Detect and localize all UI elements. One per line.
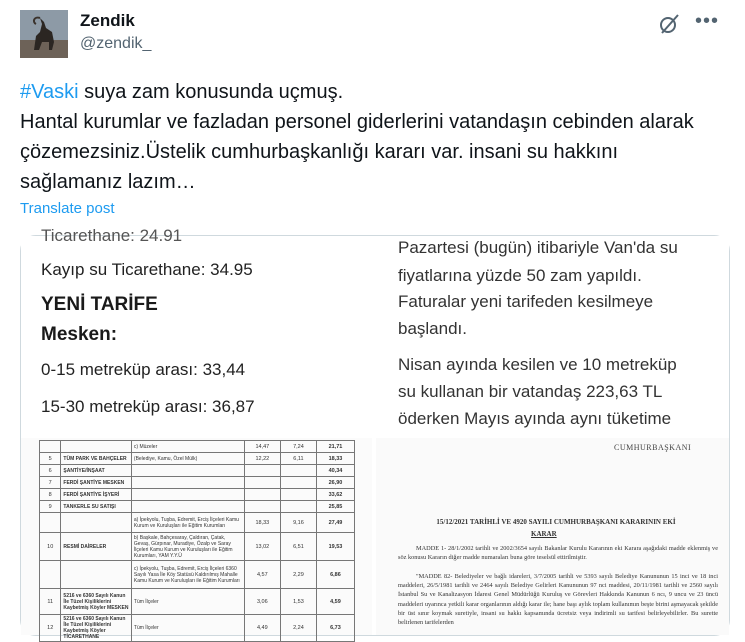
news-line: fiyatlarına yüzde 50 zam yapıldı. [398, 266, 642, 285]
table-cell-v3: 18,33 [316, 453, 354, 465]
table-row [40, 477, 355, 489]
table-cell-desc [131, 465, 244, 477]
table-cell-name: 5216 ve 6360 Sayılı Kanun İle Tüzel Kişiliklerini Kaybetmiş Köyler MESKEN [61, 589, 131, 615]
table-cell-name: FERDİ ŞANTİYE MESKEN [61, 477, 131, 489]
table-cell-v2: 2,29 [280, 561, 316, 589]
table-cell-v1 [244, 465, 280, 477]
table-cell-no: 7 [40, 477, 61, 489]
table-cell-name: ŞANTİYE/İNŞAAT [61, 465, 131, 477]
tweet-text [20, 77, 720, 197]
table-cell-no [40, 441, 61, 453]
table-row [40, 501, 355, 513]
doc-karar: KARAR [531, 530, 557, 538]
table-cell-name: RESMİ DAİRELER [61, 533, 131, 561]
table-cell-v3: 27,49 [316, 513, 354, 533]
doc-paragraph-2: "MADDE 82- Belediyeler ve bağlı idareleri, 3/7/2005 tarihli ve 5393 sayılı Belediye Kanununun 15 inci ve 18 inci maddeleri, 26/5/1981 tarihli ve 2464 sayılı Belediye Gelirleri Kanununun 97 nci maddesi, 20/11/1981 tarihli ve 2560 sayılı İstanbul Su ve Kanalizasyon İdaresi Genel Müdürlüğü Kuruluş ve Görevleri Hakkında Kanunun 6 ncı, 9 uncu ve 23 üncü maddeleri uyarınca yetkili karar organlarının aldığı karar ile; hane başı aylık toplam kullanımın beşte birini aşmayacak şekilde bir üst sınır koymak suretiyle, insani su hakkı kapsamında ücretsiz veya indirimli su tarifesi belirleyebilirler. Bu surette belirlenen tarifelerden [398, 573, 718, 627]
table-cell-name: TÜM PARK VE BAHÇELER [61, 453, 131, 465]
media-image-2[interactable] [376, 236, 729, 436]
table-cell-v2 [280, 465, 316, 477]
table-cell-v3: 33,62 [316, 489, 354, 501]
table-cell-v2: 2,24 [280, 615, 316, 642]
table-cell-v1: 12,22 [244, 453, 280, 465]
media-image-1[interactable] [21, 226, 372, 436]
table-cell-name [61, 513, 131, 533]
user-name[interactable]: Zendik [80, 11, 135, 30]
table-row [40, 615, 355, 642]
table-cell-v2: 6,11 [280, 453, 316, 465]
table-cell-desc: c) Müzeler [131, 441, 244, 453]
table-cell-v3: 21,71 [316, 441, 354, 453]
table-cell-name: TANKERLE SU SATIŞI [61, 501, 131, 513]
table-row [40, 589, 355, 615]
table-row [40, 465, 355, 477]
table-row [40, 513, 355, 533]
table-cell-desc: b) Başkale, Bahçesaray, Çaldıran, Çatak, Gevaş, Gürpınar, Muradiye, Özalp ve Saray İlçeleri Kamu Kurum ve Kuruluşları ile Eğitim Kurumları, YAM Y.Y.Ü [131, 533, 244, 561]
table-cell-no [40, 513, 61, 533]
tweet-line2: Hantal kurumlar ve fazladan personel giderlerini vatandaşın cebinden alarak çözemezsiniz.Üstelik cumhurbaşkanlığı kararı var. insani su hakkını sağlamanız lazım… [20, 111, 694, 193]
new-tariff-heading: YENİ TARİFE [41, 294, 158, 315]
news-line: başlandı. [398, 319, 467, 338]
table-row [40, 453, 355, 465]
table-cell-v2 [280, 477, 316, 489]
table-cell-no: 9 [40, 501, 61, 513]
table-cell-no [40, 561, 61, 589]
table-row [40, 561, 355, 589]
table-cell-name [61, 561, 131, 589]
table-cell-desc: a) İpekyolu, Tuşba, Edremit, Erciş İlçeleri Kamu Kurum ve Kuruluşları ile Eğitim Kurumları [131, 513, 244, 533]
table-cell-no: 6 [40, 465, 61, 477]
news-line: öderken Mayıs ayında aynı tüketime [398, 409, 672, 428]
table-cell-desc [131, 501, 244, 513]
table-cell-no: 12 [40, 615, 61, 642]
avatar[interactable] [20, 10, 68, 58]
table-cell-v2 [280, 489, 316, 501]
table-cell-no: 10 [40, 533, 61, 561]
table-cell-desc: c) İpekyolu, Tuşba, Edremit, Erciş İlçeleri 6360 Sayılı Yasa İle Köy Statüsü Kaldırılmış Mahalle Kamu Kurum ve Kuruluşları ile Eğitim Kurumları [131, 561, 244, 589]
table-cell-v2: 1,53 [280, 589, 316, 615]
table-cell-desc [131, 489, 244, 501]
lost-water-line: Kayıp su Ticarethane: 34.95 [41, 260, 253, 279]
doc-paragraph-1: MADDE 1- 28/1/2002 tarihli ve 2002/3654 sayılı Bakanlar Kurulu Kararının eki Karara aşağıdaki madde eklenmiş ve söz konusu Kararın diğer madde numaraları buna göre teselsül ettirilmiştir. [398, 545, 718, 562]
more-options-icon[interactable]: ••• [694, 10, 719, 32]
table-cell-v3: 4,59 [316, 589, 354, 615]
news-line: su kullanan bir vatandaş 223,63 TL [398, 382, 663, 401]
table-cell-v1: 3,06 [244, 589, 280, 615]
doc-title: 15/12/2021 TARİHLİ VE 4920 SAYILI CUMHURBAŞKANI KARARININ EKİ [436, 518, 676, 526]
table-cell-no: 8 [40, 489, 61, 501]
table-cell-desc [131, 477, 244, 489]
hashtag-link[interactable]: #Vaski [20, 81, 79, 103]
table-cell-desc: (Belediye, Kamu, Özel Mülk) [131, 453, 244, 465]
table-cell-name [61, 441, 131, 453]
table-cell-v1: 4,49 [244, 615, 280, 642]
table-cell-v1 [244, 489, 280, 501]
media-image-4[interactable] [376, 438, 729, 635]
table-cell-desc: Tüm İlçeler [131, 589, 244, 615]
table-row [40, 489, 355, 501]
table-cell-v1: 4,57 [244, 561, 280, 589]
doc-header: CUMHURBAŞKANI [614, 443, 692, 452]
table-cell-v2 [280, 501, 316, 513]
table-cell-name: 5216 ve 6360 Sayılı Kanun İle Tüzel Kişiliklerini Kaybetmiş Köyler TİCARETHANE [61, 615, 131, 642]
news-line: Pazartesi (bugün) itibariyle Van'da su [398, 238, 678, 257]
table-cell-v3: 26,90 [316, 477, 354, 489]
news-line: Nisan ayında kesilen ve 10 metreküp [398, 355, 677, 374]
cut-text: Ticarethane: 24.91 [41, 226, 183, 245]
table-cell-v2: 6,51 [280, 533, 316, 561]
table-cell-no: 11 [40, 589, 61, 615]
table-cell-name: FERDİ ŞANTİYE İŞYERİ [61, 489, 131, 501]
table-cell-desc: Tüm İlçeler [131, 615, 244, 642]
tariff-range-2: 15-30 metreküp arası: 36,87 [41, 397, 255, 416]
table-cell-v2: 7,24 [280, 441, 316, 453]
table-cell-v3: 6,86 [316, 561, 354, 589]
table-cell-v3: 40,34 [316, 465, 354, 477]
media-divider-horizontal [21, 436, 729, 438]
tweet-line1: suya zam konusunda uçmuş. [78, 81, 344, 103]
table-cell-v2: 9,16 [280, 513, 316, 533]
media-image-3[interactable] [21, 438, 372, 640]
table-cell-v1: 14,47 [244, 441, 280, 453]
tariff-table [39, 440, 355, 642]
user-handle[interactable]: @zendik_ [80, 35, 152, 52]
grok-icon[interactable] [657, 12, 681, 36]
table-cell-v1 [244, 501, 280, 513]
table-cell-no: 5 [40, 453, 61, 465]
table-cell-v3: 6,73 [316, 615, 354, 642]
post-header [20, 8, 725, 60]
table-row [40, 533, 355, 561]
media-grid[interactable] [20, 226, 730, 640]
table-cell-v1: 13,02 [244, 533, 280, 561]
table-cell-v3: 19,53 [316, 533, 354, 561]
table-cell-v3: 25,85 [316, 501, 354, 513]
table-cell-v1 [244, 477, 280, 489]
table-row [40, 441, 355, 453]
translate-post-link[interactable]: Translate post [20, 200, 115, 217]
news-line: Faturalar yeni tarifeden kesilmeye [398, 292, 654, 311]
table-cell-v1: 18,33 [244, 513, 280, 533]
residence-heading: Mesken: [41, 324, 118, 345]
tariff-range-1: 0-15 metreküp arası: 33,44 [41, 360, 246, 379]
